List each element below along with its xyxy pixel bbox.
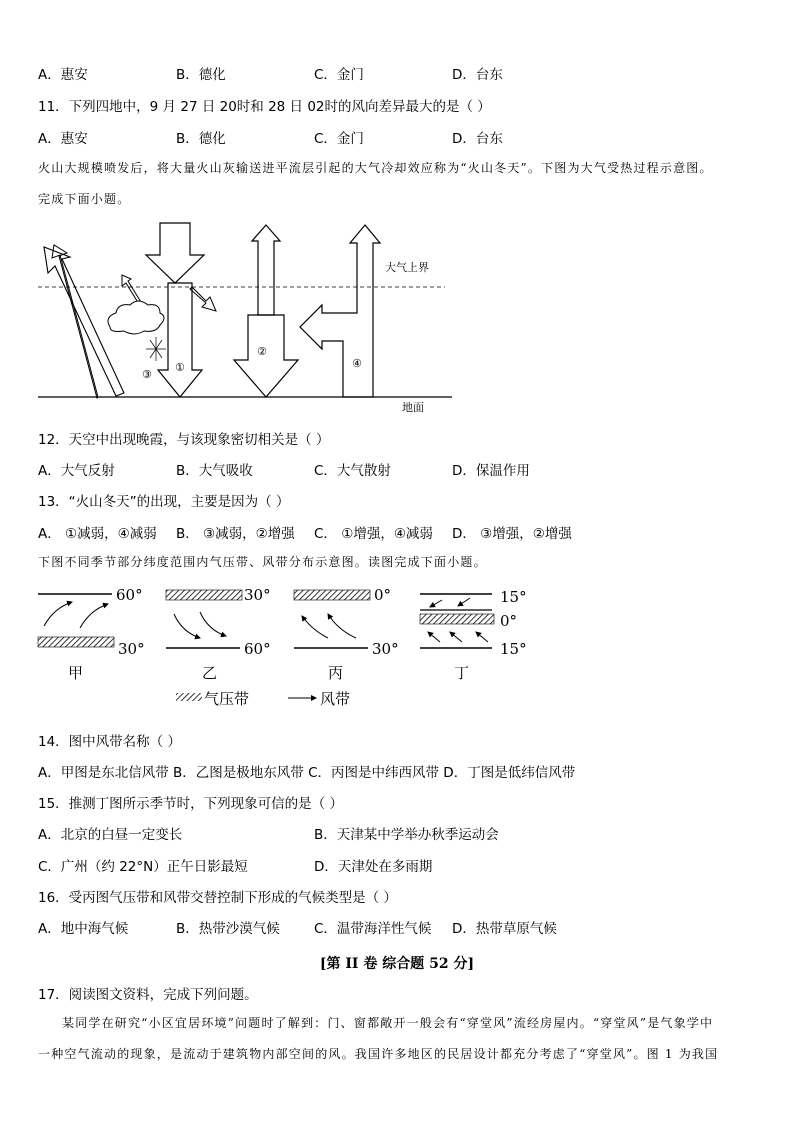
atmosphere-top-label: 大气上界: [385, 261, 429, 274]
q10-option-c: C．金门: [314, 67, 364, 83]
q11-option-a: A．惠安: [38, 131, 88, 147]
q10-option-b: B．德化: [176, 67, 226, 83]
panel-bing-name: 丙: [328, 664, 344, 682]
q11-option-b: B．德化: [176, 131, 226, 147]
section-2-heading: [第 II 卷 综合题 52 分]: [319, 956, 475, 972]
q13-option-b: B． ③减弱，②增强: [176, 526, 295, 542]
q16-option-a: A．地中海气候: [38, 921, 129, 937]
q15-stem: 15．推测丁图所示季节时，下列现象可信的是（ ）: [38, 796, 343, 812]
q11-option-d: D．台东: [452, 131, 503, 147]
arrow-4: [300, 225, 380, 397]
panel-jia-bottom: 30°: [118, 640, 145, 658]
q12-option-b: B．大气吸收: [176, 463, 253, 479]
scattering-icon: [146, 337, 166, 361]
q13-option-c: C． ①增强，④减弱: [314, 526, 433, 542]
panel-ding-top: 15°: [500, 588, 527, 606]
ground-label: 地面: [402, 401, 424, 414]
intro-volcanic-winter: 火山大规模喷发后，将大量火山灰输送进平流层引起的大气冷却效应称为“火山冬天”。下图为大气受热过程示意图。: [38, 161, 713, 175]
panel-jia-name: 甲: [68, 664, 84, 682]
q15-option-b: B．天津某中学举办秋季运动会: [314, 827, 499, 843]
q12-stem: 12．天空中出现晚霞，与该现象密切相关是（ ）: [38, 432, 330, 448]
panel-yi-top: 30°: [244, 586, 271, 604]
panel-yi: [166, 586, 271, 682]
panel-bing: [294, 586, 399, 682]
arrow-2-up: [252, 225, 280, 315]
marker-1: ①: [175, 361, 185, 374]
q15-option-d: D．天津处在多雨期: [314, 859, 433, 875]
q13-stem: 13．“火山冬天”的出现，主要是因为（ ）: [38, 494, 290, 510]
panel-ding-name: 丁: [454, 664, 470, 682]
q10-option-d: D．台东: [452, 67, 503, 83]
atmosphere-heating-diagram: [30, 215, 460, 415]
q15-option-a: A．北京的白昼一定变长: [38, 827, 183, 843]
legend-wind-label: 风带: [320, 690, 351, 708]
legend-pressure-swatch: [176, 693, 202, 701]
q16-option-b: B．热带沙漠气候: [176, 921, 280, 937]
q17-para-2: 一种空气流动的现象，是流动于建筑物内部空间的风。我国许多地区的民居设计都充分考虑了“穿堂风”。图 1 为我国: [38, 1047, 719, 1061]
q16-stem: 16．受丙图气压带和风带交替控制下形成的气候类型是（ ）: [38, 890, 397, 906]
solar-radiation-arrow: [146, 223, 204, 283]
q11-stem: 11．下列四地中，9 月 27 日 20时和 28 日 02时的风向差异最大的是（ ）: [38, 99, 491, 115]
pressure-wind-belt-diagram: [30, 580, 550, 715]
legend-pressure-label: 气压带: [204, 690, 250, 708]
q17-para-1: 某同学在研究“小区宜居环境”问题时了解到：门、窗都敞开一般会有“穿堂风”流经房屋内。“穿堂风”是气象学中: [62, 1016, 714, 1030]
panel-bing-top: 0°: [374, 586, 392, 604]
q16-option-c: C．温带海洋性气候: [314, 921, 432, 937]
marker-2: ②: [257, 345, 267, 358]
panel-jia: [38, 586, 145, 682]
panel-yi-bottom: 60°: [244, 640, 271, 658]
q12-option-c: C．大气散射: [314, 463, 391, 479]
legend: [176, 690, 350, 708]
q14-options: A．甲图是东北信风带 B．乙图是极地东风带 C．丙图是中纬西风带 D．丁图是低纬信风带: [38, 765, 576, 781]
q17-stem: 17．阅读图文资料，完成下列问题。: [38, 987, 258, 1003]
panel-bing-bottom: 30°: [372, 640, 399, 658]
arrow-1: [158, 283, 202, 397]
panel-ding-bottom: 15°: [500, 640, 527, 658]
panel-yi-name: 乙: [202, 664, 218, 682]
q14-stem: 14．图中风带名称（ ）: [38, 734, 181, 750]
q12-option-a: A．大气反射: [38, 463, 115, 479]
marker-4: ④: [352, 357, 362, 370]
q13-option-d: D． ③增强，②增强: [452, 526, 572, 542]
cloud-icon: [108, 301, 164, 334]
q16-option-d: D．热带草原气候: [452, 921, 557, 937]
intro-pressure-wind-belts: 下图不同季节部分纬度范围内气压带、风带分布示意图。读图完成下面小题。: [38, 555, 487, 569]
q11-option-c: C．金门: [314, 131, 364, 147]
q10-option-a: A．惠安: [38, 67, 88, 83]
q13-option-a: A． ①减弱，④减弱: [38, 526, 157, 542]
q15-option-c: C．广州（约 22°N）正午日影最短: [38, 859, 248, 875]
panel-ding: [420, 588, 527, 682]
q12-option-d: D．保温作用: [452, 463, 530, 479]
marker-3: ③: [142, 368, 152, 381]
panel-ding-middle: 0°: [500, 612, 518, 630]
intro-volcanic-winter-2: 完成下面小题。: [38, 192, 131, 206]
panel-jia-top: 60°: [116, 586, 143, 604]
